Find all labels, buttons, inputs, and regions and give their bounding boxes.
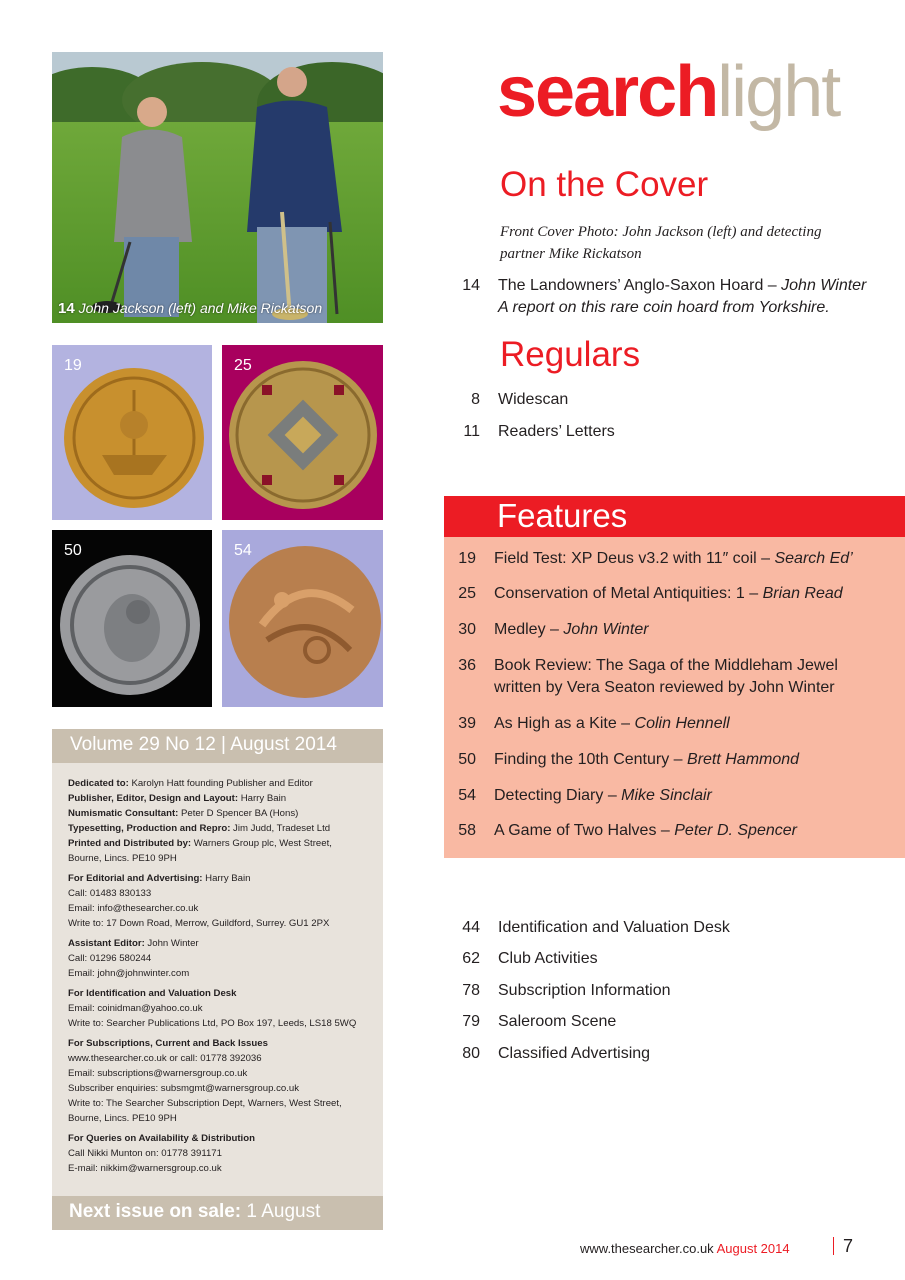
email-text: E-mail: nikkim@warnersgroup.co.uk: [68, 1163, 222, 1174]
cover-photo-note: Front Cover Photo: John Jackson (left) and detecting partner Mike Rickatson: [500, 224, 822, 262]
cover-caption: [58, 300, 322, 317]
thumbnail-page-54: 54: [234, 542, 252, 559]
credit-line: Printed and Distributed by: Warners Group plc, West Street, Bourne, Lincs. PE10 9PH: [68, 838, 332, 864]
credits-staff: [68, 776, 367, 866]
contact-assistant-editor: Assistant Editor: John Winter Call: 01296 580244 Email: john@johnwinter.com: [68, 936, 367, 981]
credits-box: [52, 763, 383, 1196]
footer-url[interactable]: www.thesearcher.co.uk August 2014: [580, 1241, 790, 1256]
on-the-cover-heading: On the Cover: [500, 165, 709, 204]
cover-caption-page: 14: [58, 300, 75, 317]
masthead-logo: searchlight: [497, 52, 840, 132]
phone-text: Call: 01296 580244: [68, 953, 152, 964]
phone-text: Call: 01483 830133: [68, 888, 152, 899]
email-text: Email: subscriptions@warnersgroup.co.uk: [68, 1068, 248, 1079]
toc-subtitle: A report on this rare coin hoard from Yorkshire.: [498, 299, 830, 316]
thumbnail-gold-coin: [52, 345, 212, 520]
credit-line: Publisher, Editor, Design and Layout: Harry Bain: [68, 793, 287, 804]
volume-header: Volume 29 No 12 | August 2014: [52, 729, 383, 763]
cover-photo: [52, 52, 383, 323]
thumbnail-page-25: 25: [234, 357, 252, 374]
cover-caption-text: John Jackson (left) and Mike Rickatson: [78, 300, 323, 316]
credit-line: Dedicated to: Karolyn Hatt founding Publisher and Editor: [68, 778, 313, 789]
credit-line: Typesetting, Production and Repro: Jim Judd, Tradeset Ltd: [68, 823, 331, 834]
email-text: Email: john@johnwinter.com: [68, 968, 190, 979]
toc-title: The Landowners’ Anglo-Saxon Hoard – John Winter: [498, 277, 867, 294]
thumbnail-page-19: 19: [64, 357, 82, 374]
email-text: Email: info@thesearcher.co.uk: [68, 903, 199, 914]
address-text: Write to: 17 Down Road, Merrow, Guildford, Surrey. GU1 2PX: [68, 918, 330, 929]
contact-subscriptions: For Subscriptions, Current and Back Issues www.thesearcher.co.uk or call: 01778 392036 Email: subscriptions@warnersgroup.co.uk Subscriber enquiries: subsmgmt@warnersgroup.co.uk Write to: The Searcher Subscription Dept, Warners, West Street, Bourne, Lincs. PE10 9PH: [68, 1036, 367, 1126]
contact-distribution: For Queries on Availability & Distribution Call Nikki Munton on: 01778 391171 E-mail: nikkim@warnersgroup.co.uk: [68, 1131, 367, 1176]
footer-divider: [833, 1237, 834, 1255]
email-text: Subscriber enquiries: subsmgmt@warnersgroup.co.uk: [68, 1083, 300, 1094]
thumbnail-celtic-stater: [222, 530, 383, 707]
phone-text: Call Nikki Munton on: 01778 391171: [68, 1148, 222, 1159]
address-text: Write to: The Searcher Subscription Dept, Warners, West Street, Bourne, Lincs. PE10 9PH: [68, 1098, 342, 1124]
page-number: 7: [843, 1236, 854, 1256]
thumbnail-page-50: 50: [64, 542, 82, 559]
email-text: Email: coinidman@yahoo.co.uk: [68, 1003, 203, 1014]
features-heading: Features: [444, 496, 905, 537]
contact-editorial: For Editorial and Advertising: Harry Bain Call: 01483 830133 Email: info@thesearcher.co.uk Write to: 17 Down Road, Merrow, Guildford, Surrey. GU1 2PX: [68, 871, 367, 931]
contact-identification-desk: For Identification and Valuation Desk Email: coinidman@yahoo.co.uk Write to: Searcher Publications Ltd, PO Box 197, Leeds, LS18 5WQ: [68, 986, 367, 1031]
next-issue-banner: Next issue on sale: 1 August: [52, 1196, 383, 1230]
thumbnail-silver-penny: [52, 530, 212, 707]
thumbnail-garnet-brooch: [222, 345, 383, 520]
cover-photo-image: [52, 52, 383, 323]
toc-page-number: 14: [462, 277, 480, 294]
address-text: Write to: Searcher Publications Ltd, PO Box 197, Leeds, LS18 5WQ: [68, 1018, 357, 1029]
credit-line: Numismatic Consultant: Peter D Spencer BA (Hons): [68, 808, 299, 819]
web-text: www.thesearcher.co.uk or call: 01778 392036: [68, 1053, 262, 1064]
regulars-heading: Regulars: [500, 335, 641, 374]
